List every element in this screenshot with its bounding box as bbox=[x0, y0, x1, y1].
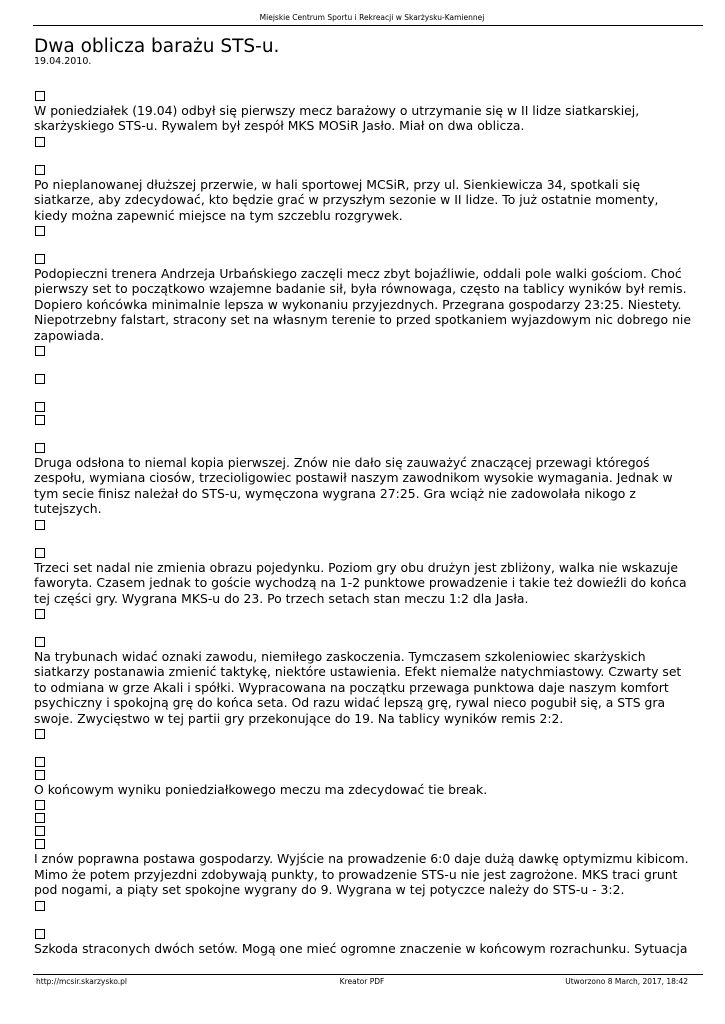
missing-image-icon bbox=[35, 637, 45, 647]
missing-image-icon bbox=[35, 402, 45, 412]
missing-image-icon bbox=[35, 826, 45, 836]
missing-image-icon bbox=[35, 813, 45, 823]
missing-image-icon bbox=[35, 729, 45, 739]
missing-image-icon bbox=[35, 374, 45, 384]
footer-generator: Kreator PDF bbox=[339, 977, 385, 986]
missing-image-icon bbox=[35, 770, 45, 780]
article-body bbox=[34, 88, 694, 956]
article-paragraph: I znów poprawna postawa gospodarzy. Wyjście na prowadzenie 6:0 daje dużą dawkę optymizmu kibicom. Mimo że potem przyjezdni zdobywają punkty, to prowadzenie STS-u nie jest zagrożone. MKS traci grunt pod nogami, a piąty set spokojne wygrany do 9. Wygrana w tej potyczce należy do STS-u - 3:2. bbox=[34, 851, 689, 898]
missing-image-icon bbox=[35, 520, 45, 530]
missing-image-icon bbox=[35, 901, 45, 911]
missing-image-icon bbox=[35, 839, 45, 849]
article-paragraph: Po nieplanowanej dłuższej przerwie, w hali sportowej MCSiR, przy ul. Sienkiewicza 34, spotkali się siatkarze, aby zdecydować, kto będzie grać w przyszłym sezonie w II lidze. To już ostatnie momenty, kiedy można zapewnić miejsce na tym szczeblu rozgrywek. bbox=[34, 176, 659, 223]
missing-image-icon bbox=[35, 609, 45, 619]
missing-image-icon bbox=[35, 226, 45, 236]
article-paragraph: Trzeci set nadal nie zmienia obrazu pojedynku. Poziom gry obu drużyn jest zbliżony, walka nie wskazuje faworyta. Czasem jednak to goście wychodzą na 1-2 punktowe prowadzenie i takie też dowieźli do końca tej części gry. Wygrana MKS-u do 23. Po trzech setach stan meczu 1:2 dla Jasła. bbox=[34, 559, 687, 606]
article-paragraph: Szkoda straconych dwóch setów. Mogą one mieć ogromne znaczenie w końcowym rozrachunku. Sytuacja bbox=[34, 940, 688, 956]
page-header bbox=[33, 13, 703, 26]
missing-image-icon bbox=[35, 800, 45, 810]
article-title: Dwa oblicza barażu STS-u. bbox=[34, 36, 280, 57]
missing-image-icon bbox=[35, 254, 45, 264]
article-paragraph: Druga odsłona to niemal kopia pierwszej. Znów nie dało się zauważyć znaczącej przewagi któregoś zespołu, wymiana ciosów, trzecioligowiec postawił naszym zawodnikom wysokie wymagania. Jednak w tym secie finisz należał do STS-u, wymęczona wygrana 27:25. Gra wciąż nie zadowolała nikogo z tutejszych. bbox=[34, 455, 673, 517]
site-name: Miejskie Centrum Sportu i Rekreacji w Skarżysku-Kamiennej bbox=[259, 13, 485, 22]
article-paragraph: O końcowym wyniku poniedziałkowego meczu ma zdecydować tie break. bbox=[34, 781, 488, 797]
article-paragraph: Podopieczni trenera Andrzeja Urbańskiego zaczęli mecz zbyt bojaźliwie, oddali pole walki gościom. Choć pierwszy set to początkowo wzajemne badanie sił, była równowaga, często na tablicy wyników był remis. Dopiero końcówka minimalnie lepsza w wykonaniu przyjezdnych. Przegrana gospodarzy 23:25. Niestety. Niepotrzebny falstart, stracony set na własnym terenie to przed spotkaniem wyjazdowym nic dobrego nie zapowiada. bbox=[34, 266, 691, 343]
footer-url[interactable]: http://mcsir.skarzysko.pl bbox=[36, 977, 128, 986]
missing-image-icon bbox=[35, 91, 45, 101]
article-paragraph: W poniedziałek (19.04) odbył się pierwszy mecz barażowy o utrzymanie się w II lidze siatkarskiej, skarżyskiego STS-u. Rywalem był zespół MKS MOSiR Jasło. Miał on dwa oblicza. bbox=[34, 103, 640, 134]
missing-image-icon bbox=[35, 346, 45, 356]
missing-image-icon bbox=[35, 137, 45, 147]
missing-image-icon bbox=[35, 548, 45, 558]
footer-created: Utworzono 8 March, 2017, 18:42 bbox=[565, 977, 688, 986]
missing-image-icon bbox=[35, 757, 45, 767]
article-paragraph: Na trybunach widać oznaki zawodu, niemiłego zaskoczenia. Tymczasem szkoleniowiec skarżyskich siatkarzy postanawia zmienić taktykę, niektóre ustawienia. Efekt niemalże natychmiastowy. Czwarty set to odmiana w grze Akali i spółki. Wypracowana na początku przewaga punktowa daje naszym komfort psychiczny i spokojną grę do końca seta. Od razu widać lepszą grę, rywal nieco pogubił się, a STS gra swoje. Zwycięstwo w tej partii gry przekonujące do 19. Na tablicy wyników remis 2:2. bbox=[34, 648, 682, 726]
missing-image-icon bbox=[35, 443, 45, 453]
missing-image-icon bbox=[35, 415, 45, 425]
missing-image-icon bbox=[35, 929, 45, 939]
missing-image-icon bbox=[35, 165, 45, 175]
page-footer bbox=[33, 974, 703, 986]
article-date: 19.04.2010. bbox=[34, 56, 92, 67]
